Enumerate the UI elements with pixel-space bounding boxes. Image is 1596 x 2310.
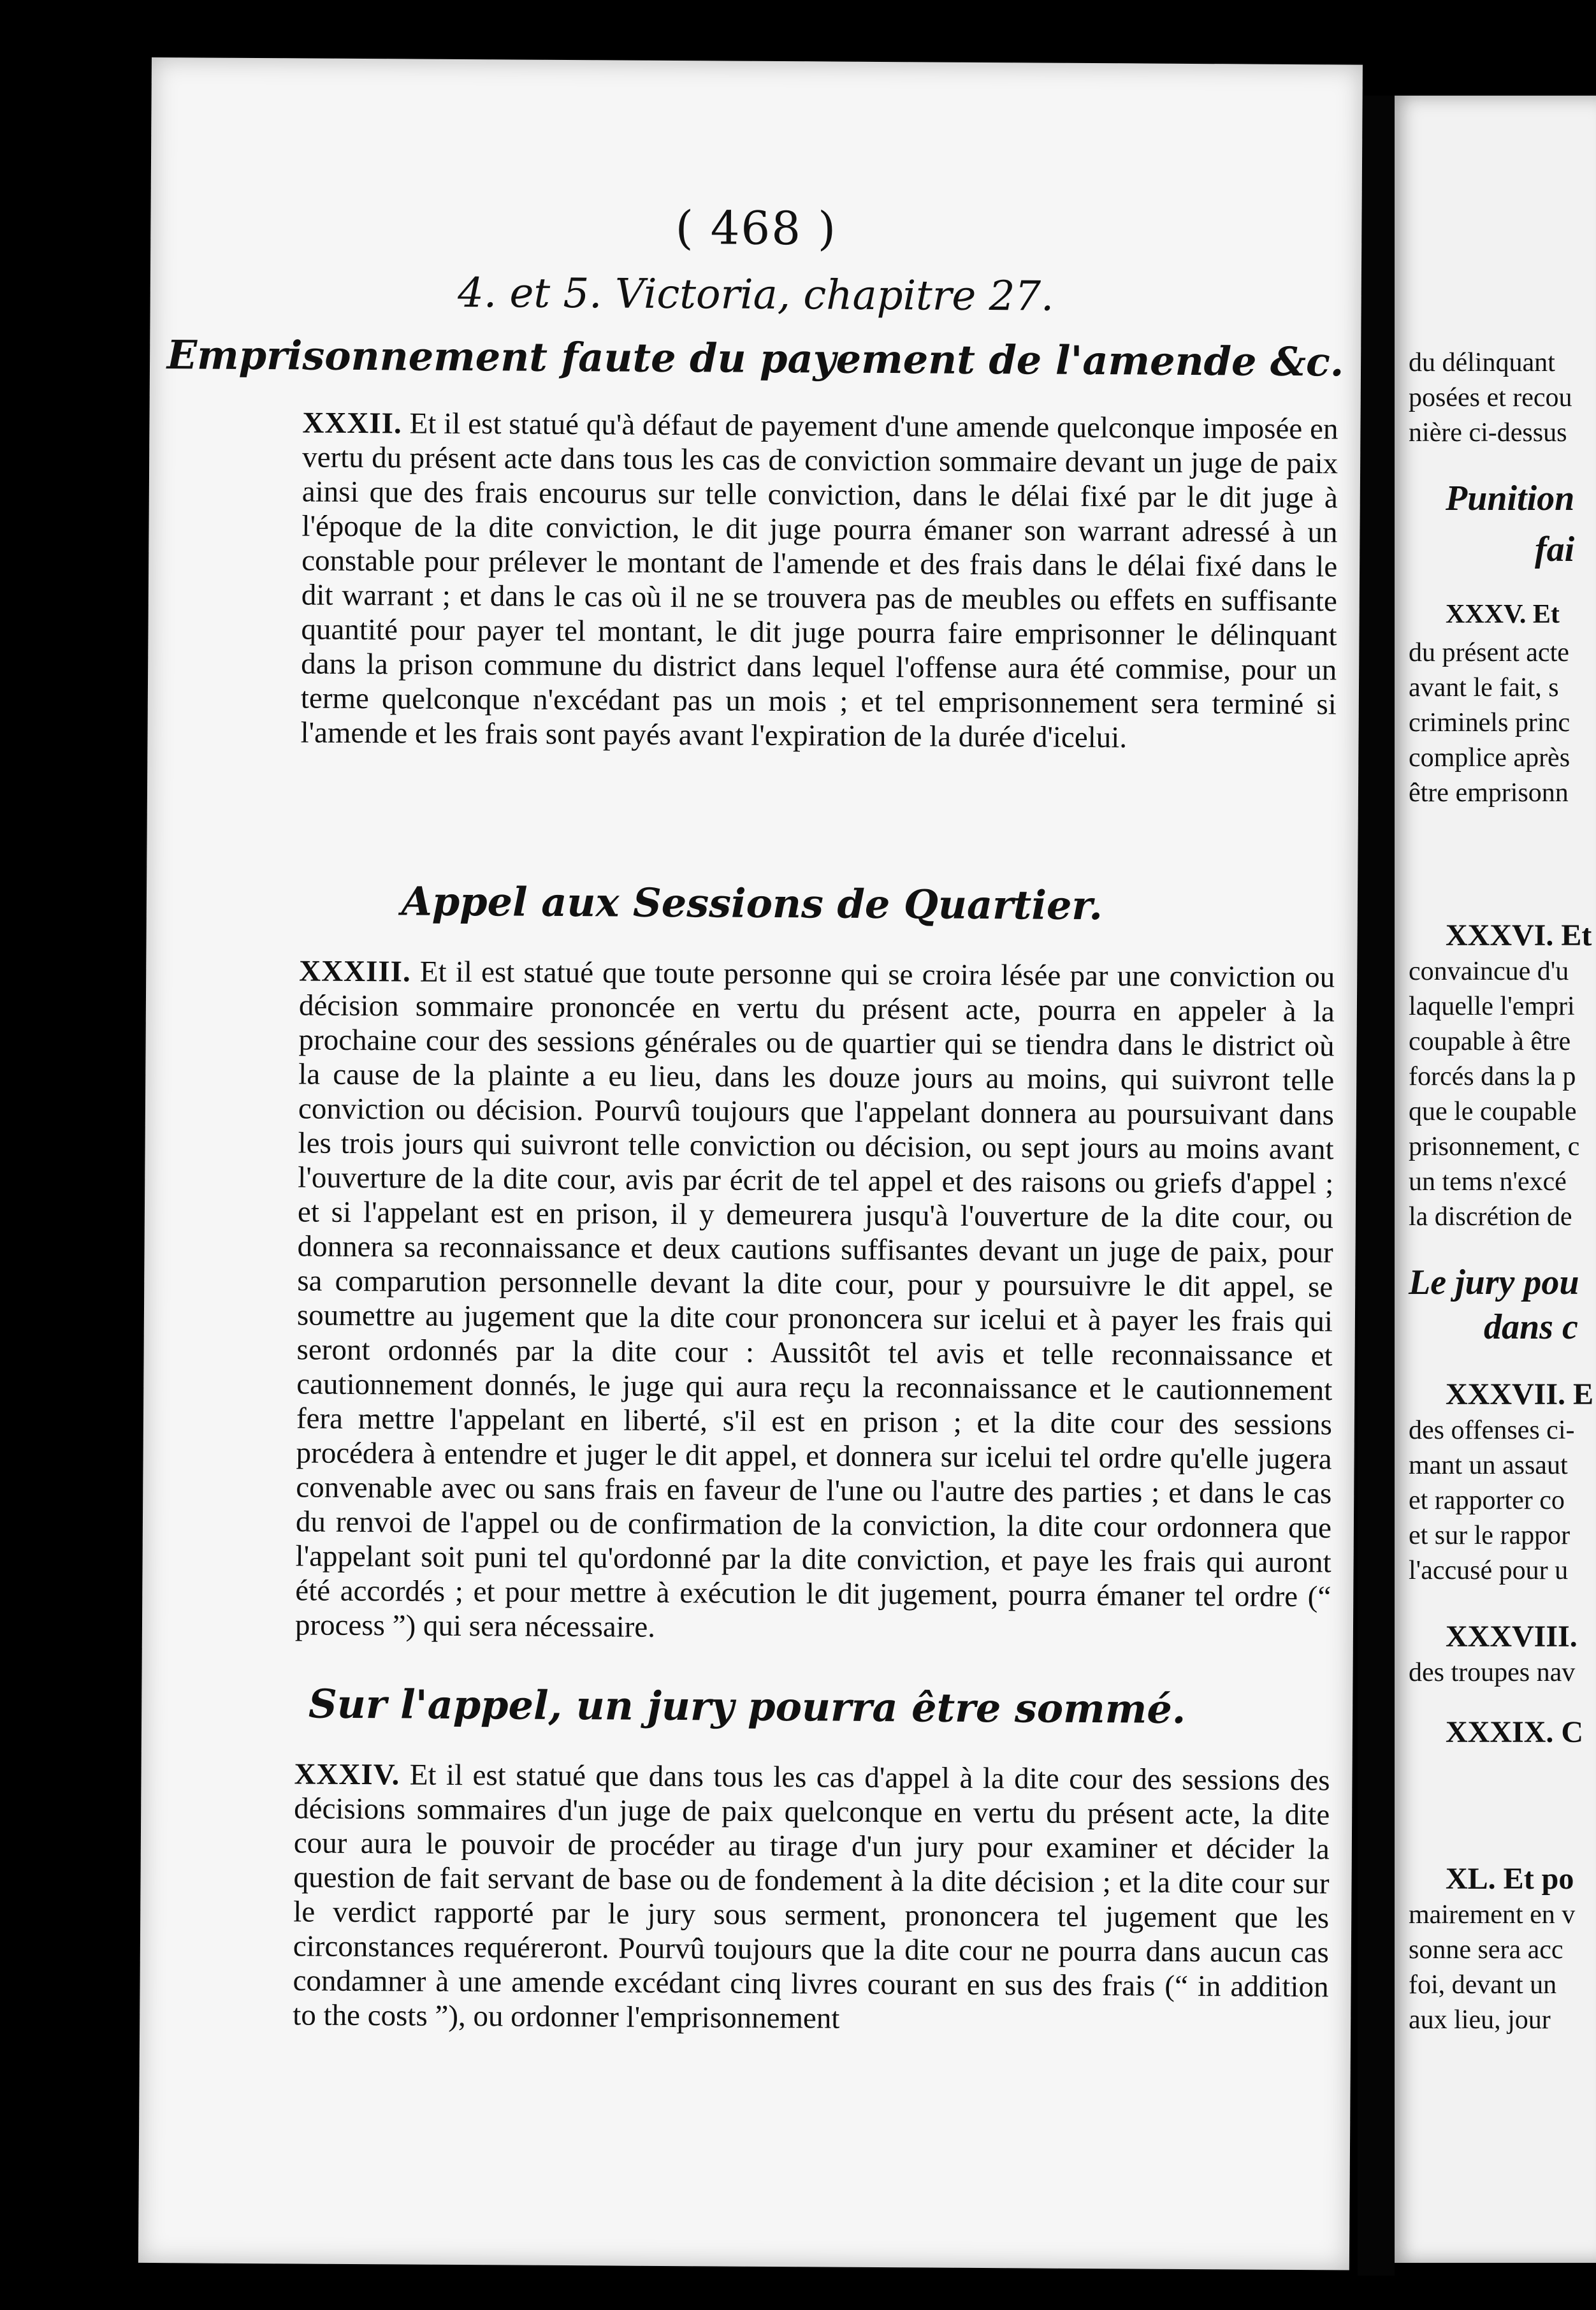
right-line: XXXV. Et xyxy=(1446,600,1560,629)
right-heading: dans c xyxy=(1484,1307,1578,1347)
right-line: coupable à être xyxy=(1409,1027,1571,1056)
right-line: des offenses ci- xyxy=(1409,1416,1575,1445)
section-text: Et il est statué qu'à défaut de payement d'une amende quelconque imposée en vertu du présent acte dans tous les cas de conviction sommaire devant un juge de paix ainsi que des frais encourus sur telle conviction, dans le délai fixé par le dit juge à l'époque de la dite conviction, le dit juge pourra émaner son warrant adressé à un constable pour prélever le montant de l'amende et des frais dans le délai fixé dans le dit warrant ; et dans le cas où il ne se trouvera pas de meubles ou effets en suffisante quantité pour payer tel montant, le dit juge pourra faire emprisonner le délinquant dans la prison commune du district dans lequel l'offense aura été commise, pour un terme quelconque n'excédant pas un mois ; et tel emprisonnement sera terminé si l'amende et les frais sont payés avant l'expiration de la durée d'icelui. xyxy=(300,407,1338,755)
right-line: convaincue d'u xyxy=(1409,957,1569,986)
page-number: ( 468 ) xyxy=(675,201,838,256)
right-line: des troupes nav xyxy=(1409,1658,1576,1687)
book-gutter xyxy=(1358,96,1395,2276)
section-number: XXXIII. xyxy=(299,954,411,989)
right-line: XL. Et po xyxy=(1446,1862,1574,1896)
right-line: prisonnement, c xyxy=(1409,1132,1580,1161)
right-line: être emprisonn xyxy=(1409,778,1569,808)
right-line: et sur le rappor xyxy=(1409,1521,1571,1550)
right-line: l'accusé pour u xyxy=(1409,1556,1569,1585)
right-line: XXXVI. Et xyxy=(1446,919,1592,952)
right-line: XXXVII. E xyxy=(1446,1377,1594,1411)
right-line: aux lieu, jour xyxy=(1409,2005,1551,2035)
right-line: nière ci-dessus xyxy=(1409,418,1567,447)
right-line: laquelle l'empri xyxy=(1409,992,1575,1021)
right-line: forcés dans la p xyxy=(1409,1062,1576,1091)
right-line: XXXIX. C xyxy=(1446,1715,1583,1749)
right-line: et rapporter co xyxy=(1409,1486,1565,1515)
right-line: un tems n'excé xyxy=(1409,1167,1567,1196)
right-line: posées et recou xyxy=(1409,383,1572,412)
chapter-title: 4. et 5. Victoria, chapitre 27. xyxy=(457,269,1054,321)
right-page-fragment xyxy=(1395,96,1596,2263)
right-line: la discrétion de xyxy=(1409,1202,1572,1231)
section-heading-xxxiii: Appel aux Sessions de Quartier. xyxy=(401,878,1103,929)
right-line: du délinquant xyxy=(1409,348,1555,377)
section-xxxii xyxy=(300,405,1338,756)
section-xxxiii xyxy=(295,954,1335,1648)
right-line: complice après xyxy=(1409,743,1571,773)
section-text: Et il est statué que dans tous les cas d'appel à la dite cour des sessions des décisions sommaires d'un juge de paix quelconque en vertu du présent acte, la dite cour aura le pouvoir de procéder au tirage d'un jury pour examiner et décider la question de fait servant de base ou de fondement à la dite décision ; et la dite cour sur le verdict rapporté par le jury sous serment, prononcera tel jugement que les circonstances requéreront. Pourvû toujours que la dite cour ne pourra dans aucun cas condamner à une amende excédant cinq livres courant en sus des frais (“ in addition to the costs ”), ou ordonner l'emprisonnement xyxy=(293,1758,1330,2035)
section-xxxiv xyxy=(293,1757,1330,2038)
right-line: que le coupable xyxy=(1409,1097,1577,1126)
right-line: du présent acte xyxy=(1409,638,1569,667)
right-line: XXXVIII. xyxy=(1446,1620,1578,1653)
section-heading-xxxiv: Sur l'appel, un jury pourra être sommé. xyxy=(308,1680,1186,1732)
section-number: XXXIV. xyxy=(294,1757,400,1792)
right-heading: Le jury pou xyxy=(1409,1263,1579,1302)
section-heading-xxxii: Emprisonnement faute du payement de l'amende &c. xyxy=(166,331,1344,386)
section-text: Et il est statué que toute personne qui se croira lésée par une conviction ou décision sommaire prononcée en vertu du présent acte, pourra en appeler à la prochaine cour des sessions générales ou de quartier qui se tiendra dans le district où la cause de la plainte a eu lieu, dans les douze jours au moins, qui suivront telle conviction ou décision. Pourvû toujours que l'appelant donnera au poursuivant dans les trois jours qui suivront telle conviction ou décision, ou sept jours au moins avant l'ouverture de la dite cour, avis par écrit de tel appel et des raisons ou griefs d'appel ; et si l'appelant est en prison, il y demeurera jusqu'à l'ouverture de la dite cour, ou donnera sa reconnaissance et deux cautions suffisantes devant un juge de paix, pour sa comparution personnelle devant la dite cour, pour y poursuivre le dit appel, se soumettre au jugement que la dite cour prononcera sur icelui et à payer les frais qui seront ordonnés par la dite cour : Aussitôt tel avis et telle reconnaissance et cautionnement donnés, le juge qui aura reçu la reconnaissance et le cautionnement fera mettre l'appelant en liberté, s'il est en prison ; et la dite cour des sessions procédera à entendre et juger le dit appel, et donnera sur icelui tel ordre qu'elle jugera convenable avec ou sans frais en faveur de l'une ou l'autre des parties ; et dans le cas du renvoi de l'appel ou de confirmation de la conviction, la dite cour ordonnera que l'appelant soit puni tel qu'ordonné par la dite conviction, et paye les frais qui auront été accordés ; et pour mettre à exécution le dit jugement, pourra émaner tel ordre (“ process ”) qui sera nécessaire. xyxy=(294,955,1335,1644)
right-line: avant le fait, s xyxy=(1409,673,1559,702)
right-line: mairement en v xyxy=(1409,1900,1576,1929)
right-heading: fai xyxy=(1535,530,1575,569)
section-number: XXXII. xyxy=(302,406,402,440)
right-line: criminels princ xyxy=(1409,708,1571,737)
right-line: foi, devant un xyxy=(1409,1970,1557,2000)
right-heading: Punition xyxy=(1446,479,1575,518)
left-page xyxy=(138,57,1363,2270)
right-line: mant un assaut xyxy=(1409,1451,1568,1480)
right-line: sonne sera acc xyxy=(1409,1935,1563,1965)
